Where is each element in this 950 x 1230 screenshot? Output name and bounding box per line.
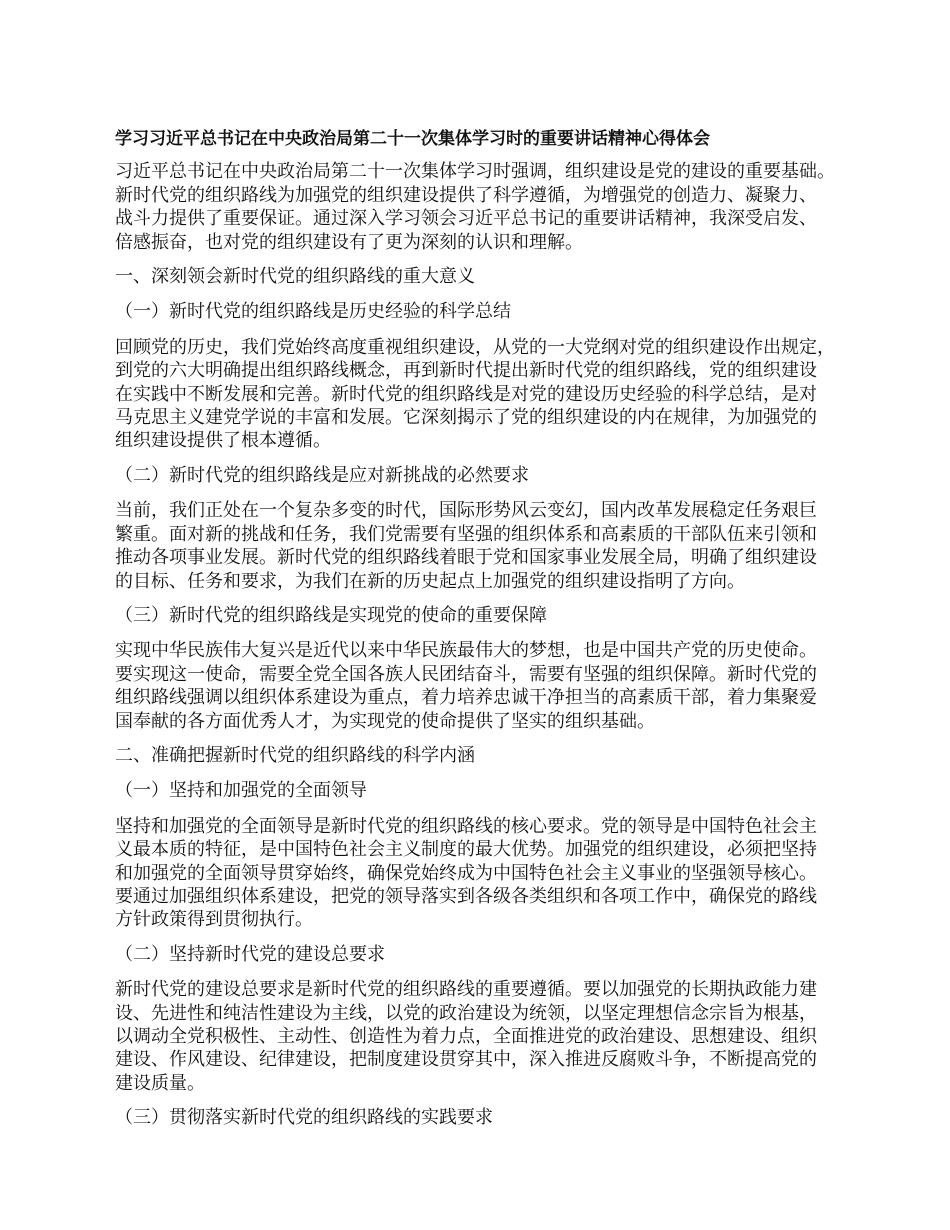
- paragraph: [115, 815, 845, 932]
- paragraph: [115, 160, 845, 254]
- text-line: 二、准确把握新时代党的组织路线的科学内涵: [115, 744, 475, 766]
- text-line: 学习习近平总书记在中央政治局第二十一次集体学习时的重要讲话精神心得体会: [115, 129, 710, 149]
- text-line: （一）坚持和加强党的全面领导: [115, 780, 367, 802]
- text-line: 方针政策得到贯彻执行。: [115, 909, 313, 931]
- section-heading: [115, 744, 845, 767]
- text-line: 繁重。面对新的挑战和任务，我们党需要有坚强的组织体系和高素质的干部队伍来引领和: [115, 523, 817, 545]
- text-line: （三）贯彻落实新时代党的组织路线的实践要求: [115, 1107, 493, 1129]
- subsection-heading: [115, 779, 845, 802]
- subsection-heading: [115, 604, 845, 627]
- section-heading: [115, 265, 845, 288]
- text-line: 新时代党的组织路线为加强党的组织建设提供了科学遵循，为增强党的创造力、凝聚力、: [115, 184, 817, 206]
- text-line: 要实现这一使命，需要全党全国各族人民团结奋斗，需要有坚强的组织保障。新时代党的: [115, 663, 817, 685]
- text-line: 以调动全党积极性、主动性、创造性为着力点，全面推进党的政治建设、思想建设、组织: [115, 1026, 817, 1047]
- text-line: 建设、作风建设、纪律建设，把制度建设贯穿其中，深入推进反腐败斗争，不断提高党的: [115, 1049, 817, 1071]
- text-line: 坚持和加强党的全面领导是新时代党的组织路线的核心要求。党的领导是中国特色社会主: [115, 815, 817, 837]
- text-line: 战斗力提供了重要保证。通过深入学习领会习近平总书记的重要讲话精神，我深受启发、: [115, 208, 817, 230]
- document-title: [115, 128, 845, 151]
- paragraph: [115, 336, 845, 453]
- subsection-heading: [115, 464, 845, 487]
- text-line: （三）新时代党的组织路线是实现党的使命的重要保障: [115, 604, 547, 626]
- paragraph: [115, 978, 845, 1095]
- text-line: 到党的六大明确提出组织路线概念，再到新时代提出新时代党的组织路线，党的组织建设: [115, 360, 817, 382]
- subsection-heading: [115, 1106, 845, 1129]
- text-line: 建设质量。: [115, 1072, 205, 1094]
- text-line: （二）坚持新时代党的建设总要求: [115, 943, 385, 965]
- paragraph: [115, 639, 845, 733]
- text-line: 在实践中不断发展和完善。新时代党的组织路线是对党的建设历史经验的科学总结，是对: [115, 383, 817, 405]
- paragraph: [115, 499, 845, 593]
- text-line: （一）新时代党的组织路线是历史经验的科学总结: [115, 301, 511, 323]
- subsection-heading: [115, 943, 845, 966]
- text-line: 马克思主义建党学说的丰富和发展。它深刻揭示了党的组织建设的内在规律，为加强党的: [115, 407, 817, 429]
- text-line: 当前，我们正处在一个复杂多变的时代，国际形势风云变幻，国内改革发展稳定任务艰巨: [115, 500, 817, 522]
- text-line: 回顾党的历史，我们党始终高度重视组织建设，从党的一大党纲对党的组织建设作出规定，: [115, 336, 835, 358]
- text-line: 推动各项事业发展。新时代党的组织路线着眼于党和国家事业发展全局，明确了组织建设: [115, 547, 817, 569]
- text-line: 习近平总书记在中央政治局第二十一次集体学习时强调，组织建设是党的建设的重要基础。: [115, 161, 835, 183]
- text-line: 组织路线强调以组织体系建设为重点，着力培养忠诚干净担当的高素质干部，着力集聚爱: [115, 687, 817, 709]
- text-line: 倍感振奋，也对党的组织建设有了更为深刻的认识和理解。: [115, 231, 583, 253]
- text-line: 设、先进性和纯洁性建设为主线，以党的政治建设为统领，以坚定理想信念宗旨为根基，: [115, 1002, 817, 1024]
- text-line: 组织建设提供了根本遵循。: [115, 430, 331, 452]
- text-line: 实现中华民族伟大复兴是近代以来中华民族最伟大的梦想，也是中国共产党的历史使命。: [115, 640, 817, 662]
- text-line: 的目标、任务和要求，为我们在新的历史起点上加强党的组织建设指明了方向。: [115, 570, 745, 592]
- text-line: 义最本质的特征，是中国特色社会主义制度的最大优势。加强党的组织建设，必须把坚持: [115, 839, 817, 861]
- text-line: 一、深刻领会新时代党的组织路线的重大意义: [115, 266, 475, 288]
- text-line: 国奉献的各方面优秀人才，为实现党的使命提供了坚实的组织基础。: [115, 710, 655, 732]
- subsection-heading: [115, 300, 845, 323]
- text-line: （二）新时代党的组织路线是应对新挑战的必然要求: [115, 464, 529, 486]
- document-body: [115, 128, 845, 1142]
- text-line: 和加强党的全面领导贯穿始终，确保党始终成为中国特色社会主义事业的坚强领导核心。: [115, 862, 817, 884]
- text-line: 要通过加强组织体系建设，把党的领导落实到各级各类组织和各项工作中，确保党的路线: [115, 885, 817, 907]
- text-line: 新时代党的建设总要求是新时代党的组织路线的重要遵循。要以加强党的长期执政能力建: [115, 979, 817, 1001]
